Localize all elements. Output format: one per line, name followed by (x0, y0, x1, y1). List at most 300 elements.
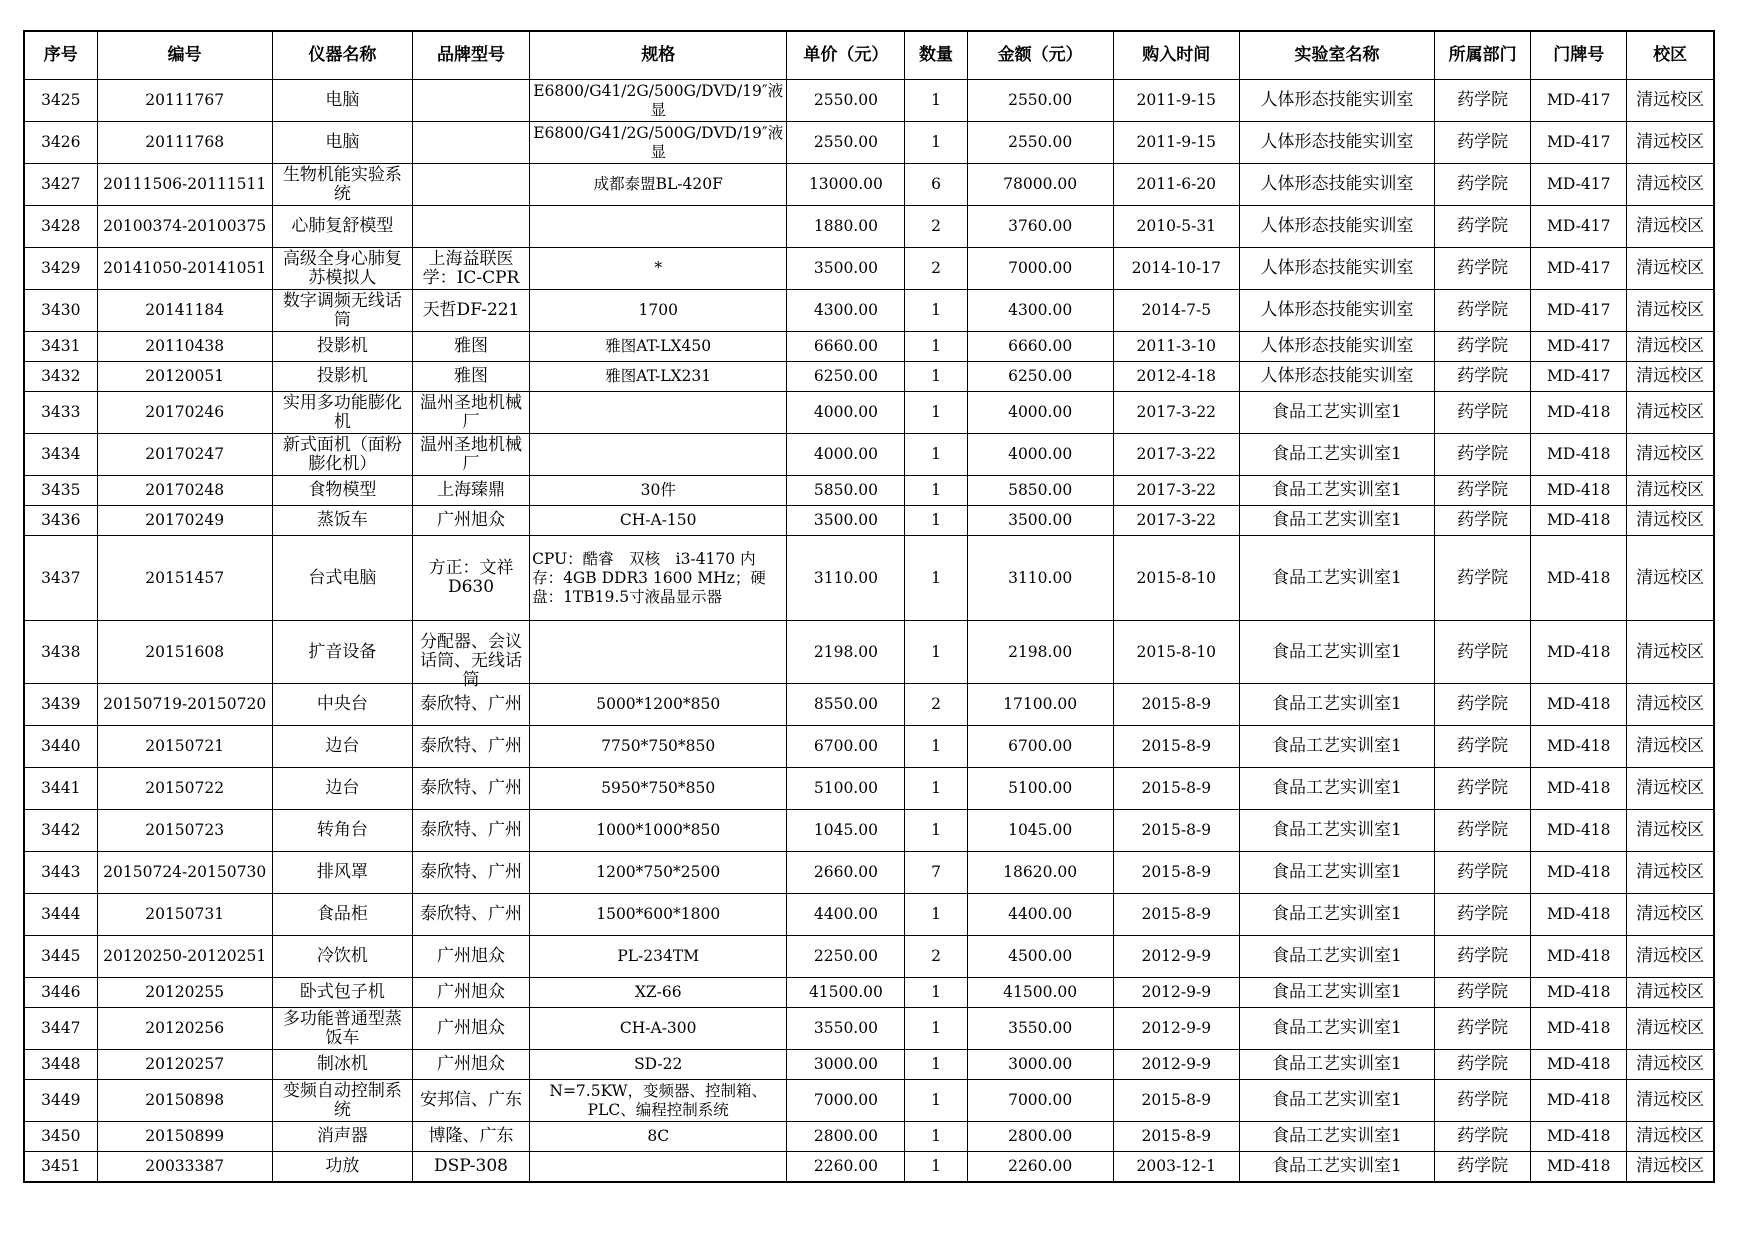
cell-col-lab-name (1239, 894, 1434, 936)
cell-text: 人体形态技能实训室 (1260, 90, 1414, 110)
cell-text: 广州旭众 (437, 1018, 505, 1038)
cell-col-department (1435, 894, 1531, 936)
cell-text: 20141050-20141051 (103, 259, 267, 277)
cell-text: 3447 (41, 1019, 81, 1037)
cell-col-room-number (1531, 80, 1627, 122)
cell-text: 1 (931, 1156, 941, 1175)
cell-text: 1500*600*1800 (596, 905, 721, 923)
cell-text: 清远校区 (1636, 480, 1705, 500)
cell-text: 排风罩 (316, 862, 368, 882)
cell-text: 3000.00 (813, 1055, 878, 1073)
cell-text: 药学院 (1457, 90, 1509, 110)
cell-col-room-number (1531, 362, 1627, 392)
cell-col-code (97, 248, 272, 290)
cell-col-quantity (905, 1050, 967, 1080)
cell-col-amount (967, 936, 1113, 978)
cell-text: 1 (931, 445, 941, 463)
cell-text: 2017-3-22 (1136, 403, 1217, 421)
cell-col-code (97, 1080, 272, 1122)
cell-col-code (97, 768, 272, 810)
cell-text: 41500.00 (1003, 983, 1078, 1001)
cell-col-brand-model (412, 80, 529, 122)
cell-text: 药学院 (1457, 402, 1509, 422)
cell-text: 药学院 (1457, 736, 1509, 756)
cell-text: 1 (931, 403, 941, 421)
cell-text: 雅图 (454, 366, 488, 386)
cell-col-room-number (1531, 621, 1627, 684)
cell-text: 雅图AT-LX450 (605, 337, 712, 355)
cell-col-unit-price (787, 1008, 905, 1050)
cell-text: 2012-9-9 (1141, 947, 1212, 965)
cell-col-brand-model (412, 164, 529, 206)
cell-col-purchase-date (1113, 1050, 1239, 1080)
cell-text: 3437 (41, 568, 81, 587)
cell-text: MD-418 (1547, 511, 1611, 529)
table-row (24, 621, 1714, 684)
cell-col-seq (24, 726, 97, 768)
cell-col-code (97, 506, 272, 536)
cell-col-quantity (905, 852, 967, 894)
cell-col-lab-name (1239, 434, 1434, 476)
cell-text: 2015-8-9 (1141, 779, 1212, 797)
cell-text: MD-417 (1547, 301, 1611, 319)
cell-text: 广州旭众 (437, 946, 505, 966)
cell-text: 2198.00 (1008, 642, 1073, 661)
cell-text: MD-418 (1547, 1156, 1611, 1175)
cell-text: 安邦信、广东 (420, 1090, 522, 1110)
cell-text: 3425 (41, 91, 81, 109)
cell-col-seq (24, 122, 97, 164)
cell-text: 20120256 (145, 1019, 225, 1037)
cell-text: MD-418 (1547, 737, 1611, 755)
cell-text: 电脑 (325, 90, 360, 110)
cell-col-seq (24, 894, 97, 936)
cell-text: 2 (931, 259, 941, 277)
cell-text: 清远校区 (1636, 641, 1705, 662)
cell-col-room-number (1531, 434, 1627, 476)
cell-text: 药学院 (1457, 694, 1509, 714)
header-col-department: 所属部门 (1435, 31, 1531, 80)
cell-text: 1 (931, 642, 941, 661)
cell-text: 2015-8-9 (1141, 1091, 1212, 1109)
cell-text: 1 (931, 301, 941, 319)
cell-col-spec (530, 248, 787, 290)
cell-col-instrument-name (272, 122, 412, 164)
cell-col-instrument-name (272, 936, 412, 978)
cell-col-brand-model (412, 768, 529, 810)
cell-text: 2014-7-5 (1141, 301, 1212, 319)
cell-col-room-number (1531, 506, 1627, 536)
cell-col-lab-name (1239, 80, 1434, 122)
header-col-room-number: 门牌号 (1531, 31, 1627, 80)
cell-text: 心肺复舒模型 (291, 216, 394, 236)
cell-text: 6250.00 (1008, 367, 1073, 385)
cell-col-lab-name (1239, 536, 1434, 621)
cell-col-amount (967, 684, 1113, 726)
cell-text: 2015-8-9 (1141, 695, 1212, 713)
cell-col-amount (967, 1050, 1113, 1080)
cell-col-quantity (905, 536, 967, 621)
cell-col-department (1435, 1080, 1531, 1122)
header-col-unit-price: 单价（元） (787, 31, 905, 80)
cell-text: 食品工艺实训室1 (1272, 694, 1402, 714)
cell-col-unit-price (787, 978, 905, 1008)
cell-col-room-number (1531, 1080, 1627, 1122)
cell-text: 20111506-20111511 (103, 175, 267, 193)
cell-text: 食品工艺实训室1 (1272, 402, 1402, 422)
cell-text: 1000*1000*850 (596, 821, 721, 839)
cell-text: 1 (931, 821, 941, 839)
cell-text: 3432 (41, 367, 81, 385)
cell-text: MD-417 (1547, 217, 1611, 235)
cell-text: 食品工艺实训室1 (1272, 1126, 1402, 1146)
cell-col-room-number (1531, 978, 1627, 1008)
cell-col-brand-model (412, 476, 529, 506)
cell-text: 4000.00 (813, 403, 878, 421)
cell-col-spec (530, 894, 787, 936)
cell-text: 方正：文祥D630 (428, 558, 514, 597)
cell-text: 7000.00 (1008, 1091, 1073, 1109)
cell-col-lab-name (1239, 768, 1434, 810)
cell-col-campus (1627, 536, 1714, 621)
table-row (24, 936, 1714, 978)
cell-col-unit-price (787, 894, 905, 936)
cell-text: 清远校区 (1636, 904, 1705, 924)
cell-col-instrument-name (272, 768, 412, 810)
cell-col-lab-name (1239, 978, 1434, 1008)
cell-col-amount (967, 332, 1113, 362)
cell-text: 清远校区 (1636, 402, 1705, 422)
cell-col-room-number (1531, 476, 1627, 506)
cell-text: 投影机 (316, 366, 368, 386)
cell-col-unit-price (787, 726, 905, 768)
cell-col-brand-model (412, 621, 529, 690)
cell-col-department (1435, 362, 1531, 392)
cell-col-lab-name (1239, 621, 1434, 684)
cell-col-amount (967, 164, 1113, 206)
cell-text: MD-418 (1547, 1055, 1611, 1073)
table-row (24, 164, 1714, 206)
cell-text: 7000.00 (813, 1091, 878, 1109)
cell-text: 上海益联医学：IC-CPR (422, 248, 520, 288)
cell-text: 20170248 (145, 481, 225, 499)
cell-text: 药学院 (1457, 132, 1509, 152)
cell-text: 消声器 (316, 1126, 368, 1146)
table-row (24, 332, 1714, 362)
cell-text: 2198.00 (813, 642, 878, 661)
cell-col-room-number (1531, 248, 1627, 290)
cell-col-purchase-date (1113, 392, 1239, 434)
cell-text: 4500.00 (1008, 947, 1073, 965)
cell-col-seq (24, 434, 97, 476)
cell-col-spec (530, 1122, 787, 1152)
cell-col-room-number (1531, 936, 1627, 978)
cell-text: 6700.00 (813, 737, 878, 755)
cell-col-amount (967, 852, 1113, 894)
cell-text: 雅图AT-LX231 (605, 367, 712, 385)
cell-text: 药学院 (1457, 1090, 1509, 1110)
cell-text: 1 (931, 481, 941, 499)
cell-col-spec (530, 392, 787, 434)
cell-text: 2 (931, 947, 941, 965)
cell-text: MD-418 (1547, 695, 1611, 713)
cell-text: 成都泰盟BL-420F (593, 175, 723, 193)
cell-text: MD-418 (1547, 481, 1611, 499)
cell-text: 20100374-20100375 (103, 217, 267, 235)
cell-text: * (654, 259, 663, 277)
cell-col-unit-price (787, 1050, 905, 1080)
cell-text: 广州旭众 (437, 510, 505, 530)
cell-text: 数字调频无线话筒 (282, 290, 402, 330)
cell-text: 20110438 (145, 337, 225, 355)
cell-col-campus (1627, 726, 1714, 768)
cell-col-instrument-name (272, 1152, 412, 1182)
cell-text: MD-418 (1547, 905, 1611, 923)
cell-col-spec (530, 164, 787, 206)
cell-text: 2012-9-9 (1141, 983, 1212, 1001)
cell-text: 药学院 (1457, 982, 1509, 1002)
cell-text: 药学院 (1457, 336, 1509, 356)
cell-col-brand-model (412, 936, 529, 978)
cell-text: MD-418 (1547, 983, 1611, 1001)
cell-text: 3500.00 (813, 511, 878, 529)
cell-col-seq (24, 1080, 97, 1122)
cell-col-purchase-date (1113, 852, 1239, 894)
cell-col-purchase-date (1113, 726, 1239, 768)
cell-col-amount (967, 392, 1113, 434)
cell-col-lab-name (1239, 726, 1434, 768)
cell-text: 3428 (41, 217, 81, 235)
cell-col-instrument-name (272, 506, 412, 536)
cell-text: 20150899 (145, 1127, 225, 1145)
cell-col-spec (530, 362, 787, 392)
cell-col-unit-price (787, 1080, 905, 1122)
cell-text: 3450 (41, 1127, 81, 1145)
cell-text: 投影机 (316, 336, 368, 356)
cell-text: 2260.00 (813, 1156, 878, 1175)
cell-col-seq (24, 1152, 97, 1182)
cell-col-department (1435, 1008, 1531, 1050)
cell-text: 2800.00 (813, 1127, 878, 1145)
cell-col-spec (530, 80, 787, 122)
cell-col-campus (1627, 476, 1714, 506)
cell-col-department (1435, 506, 1531, 536)
cell-text: 清远校区 (1636, 1090, 1705, 1110)
cell-text: 6660.00 (813, 337, 878, 355)
header-col-purchase-date: 购入时间 (1113, 31, 1239, 80)
cell-col-instrument-name (272, 164, 412, 206)
cell-text: 温州圣地机械厂 (420, 434, 522, 474)
cell-col-seq (24, 164, 97, 206)
cell-text: 食品工艺实训室1 (1272, 862, 1402, 882)
header-col-seq: 序号 (24, 31, 97, 80)
cell-col-lab-name (1239, 332, 1434, 362)
cell-col-purchase-date (1113, 978, 1239, 1008)
cell-text: 清远校区 (1636, 132, 1705, 152)
cell-text: 13000.00 (808, 175, 883, 193)
cell-col-amount (967, 1080, 1113, 1122)
cell-text: 3441 (41, 779, 81, 797)
table-header (24, 31, 1714, 80)
cell-text: 食品工艺实训室1 (1272, 736, 1402, 756)
cell-text: 2012-9-9 (1141, 1019, 1212, 1037)
cell-col-instrument-name (272, 1008, 412, 1050)
cell-col-code (97, 1050, 272, 1080)
cell-col-quantity (905, 290, 967, 332)
cell-text: 人体形态技能实训室 (1260, 258, 1414, 278)
cell-text: 3500.00 (1008, 511, 1073, 529)
cell-col-spec (530, 536, 787, 621)
table-row (24, 1152, 1714, 1182)
cell-text: 电脑 (325, 132, 360, 152)
cell-col-code (97, 810, 272, 852)
cell-col-amount (967, 476, 1113, 506)
cell-col-campus (1627, 1122, 1714, 1152)
cell-text: 食品工艺实训室1 (1272, 778, 1402, 798)
cell-text: 清远校区 (1636, 1018, 1705, 1038)
cell-text: 2660.00 (813, 863, 878, 881)
cell-col-purchase-date (1113, 122, 1239, 164)
cell-col-amount (967, 894, 1113, 936)
cell-col-department (1435, 164, 1531, 206)
cell-text: 1 (931, 737, 941, 755)
cell-text: 20150724-20150730 (103, 863, 267, 881)
cell-text: 清远校区 (1636, 174, 1705, 194)
cell-text: 2011-9-15 (1136, 91, 1217, 109)
cell-col-instrument-name (272, 852, 412, 894)
cell-col-seq (24, 332, 97, 362)
cell-col-lab-name (1239, 1152, 1434, 1182)
cell-text: 清远校区 (1636, 336, 1705, 356)
cell-col-spec (530, 936, 787, 978)
cell-text: 药学院 (1457, 1155, 1509, 1176)
header-col-quantity: 数量 (905, 31, 967, 80)
cell-text: 食品工艺实训室1 (1272, 1054, 1402, 1074)
cell-text: 食物模型 (308, 480, 377, 500)
cell-col-department (1435, 726, 1531, 768)
cell-col-spec (530, 122, 787, 164)
cell-col-lab-name (1239, 1050, 1434, 1080)
cell-col-campus (1627, 768, 1714, 810)
cell-text: 20150719-20150720 (103, 695, 267, 713)
cell-col-campus (1627, 684, 1714, 726)
cell-text: 4000.00 (1008, 403, 1073, 421)
cell-col-code (97, 476, 272, 506)
cell-col-department (1435, 290, 1531, 332)
cell-text: 药学院 (1457, 1126, 1509, 1146)
cell-col-quantity (905, 392, 967, 434)
cell-col-seq (24, 476, 97, 506)
cell-text: 清远校区 (1636, 1054, 1705, 1074)
cell-col-department (1435, 1152, 1531, 1182)
cell-col-code (97, 1008, 272, 1050)
cell-text: 3427 (41, 175, 81, 193)
cell-col-unit-price (787, 684, 905, 726)
cell-col-seq (24, 621, 97, 684)
cell-col-spec (530, 332, 787, 362)
cell-text: 清远校区 (1636, 90, 1705, 110)
cell-text: 20033387 (145, 1156, 225, 1175)
cell-text: 高级全身心肺复苏模拟人 (282, 248, 402, 288)
cell-text: 人体形态技能实训室 (1260, 216, 1414, 236)
cell-col-unit-price (787, 434, 905, 476)
cell-text: 清远校区 (1636, 1126, 1705, 1146)
cell-text: SD-22 (634, 1055, 683, 1073)
cell-col-department (1435, 206, 1531, 248)
header-col-instrument-name: 仪器名称 (272, 31, 412, 80)
cell-text: 药学院 (1457, 216, 1509, 236)
cell-text: 广州旭众 (437, 982, 505, 1002)
cell-col-quantity (905, 476, 967, 506)
cell-col-amount (967, 1008, 1113, 1050)
cell-col-room-number (1531, 684, 1627, 726)
cell-col-department (1435, 978, 1531, 1008)
cell-text: 3426 (41, 133, 81, 151)
cell-text: 1 (931, 367, 941, 385)
cell-col-brand-model (412, 1122, 529, 1152)
cell-text: N=7.5KW，变频器、控制箱、PLC、编程控制系统 (549, 1081, 768, 1119)
cell-text: 3434 (41, 445, 81, 463)
cell-text: 泰欣特、广州 (420, 694, 522, 714)
cell-text: 5000*1200*850 (596, 695, 721, 713)
cell-text: 中央台 (316, 694, 368, 714)
cell-col-purchase-date (1113, 1152, 1239, 1182)
cell-text: 清远校区 (1636, 1155, 1705, 1176)
cell-text: 清远校区 (1636, 946, 1705, 966)
cell-text: 2550.00 (1008, 133, 1073, 151)
cell-col-code (97, 164, 272, 206)
cell-text: MD-418 (1547, 947, 1611, 965)
cell-text: 温州圣地机械厂 (420, 392, 522, 432)
cell-text: 2017-3-22 (1136, 481, 1217, 499)
cell-text: 2015-8-9 (1141, 905, 1212, 923)
cell-col-instrument-name (272, 80, 412, 122)
cell-text: 药学院 (1457, 1018, 1509, 1038)
cell-col-room-number (1531, 1008, 1627, 1050)
cell-text: MD-417 (1547, 259, 1611, 277)
cell-text: 20150898 (145, 1091, 225, 1109)
cell-text: 药学院 (1457, 444, 1509, 464)
cell-text: 清远校区 (1636, 862, 1705, 882)
cell-text: 1 (931, 568, 941, 587)
cell-col-purchase-date (1113, 290, 1239, 332)
cell-text: 2015-8-10 (1136, 642, 1217, 661)
table-row (24, 248, 1714, 290)
table-body (24, 80, 1714, 1182)
cell-text: 天哲DF-221 (422, 300, 520, 320)
cell-text: 2250.00 (813, 947, 878, 965)
cell-text: 7000.00 (1008, 259, 1073, 277)
cell-col-spec (530, 726, 787, 768)
cell-col-room-number (1531, 536, 1627, 621)
cell-text: 2015-8-10 (1136, 568, 1217, 587)
table-row (24, 1122, 1714, 1152)
cell-text: 清远校区 (1636, 736, 1705, 756)
cell-text: 博隆、广东 (428, 1126, 514, 1146)
cell-col-instrument-name (272, 248, 412, 290)
cell-text: XZ-66 (634, 983, 682, 1001)
cell-col-spec (530, 684, 787, 726)
cell-col-purchase-date (1113, 621, 1239, 684)
table-row (24, 768, 1714, 810)
cell-text: 2015-8-9 (1141, 863, 1212, 881)
cell-col-brand-model (412, 1050, 529, 1080)
cell-col-amount (967, 80, 1113, 122)
cell-col-quantity (905, 894, 967, 936)
cell-text: 泰欣特、广州 (420, 736, 522, 756)
cell-text: 泰欣特、广州 (420, 904, 522, 924)
cell-text: 3451 (41, 1156, 81, 1175)
